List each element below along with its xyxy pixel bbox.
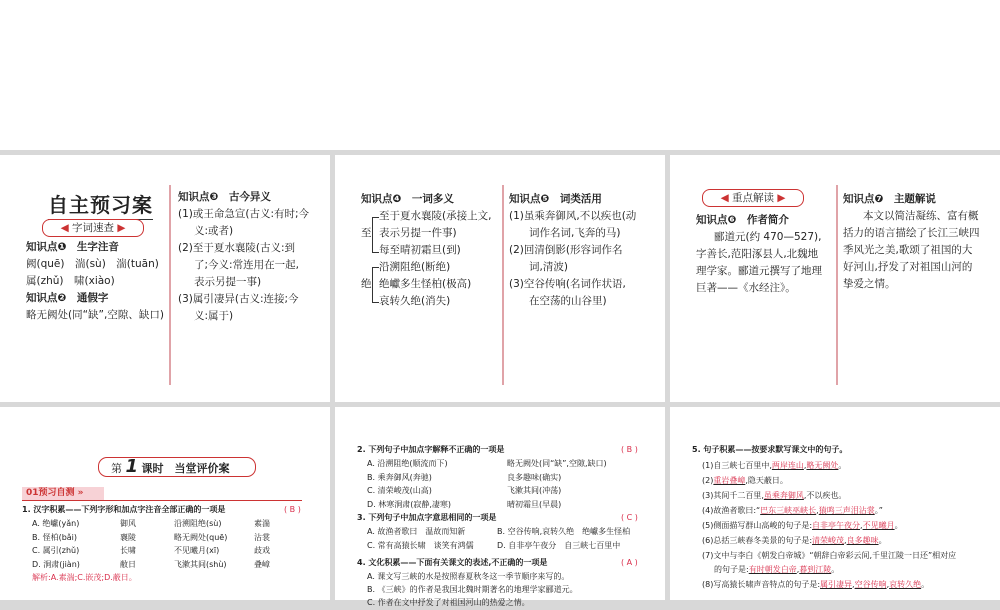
section-header	[22, 487, 104, 500]
option-cell: 良多趣味(确实)	[507, 472, 562, 482]
q4-option: A. 课文写三峡的水是按照春夏秋冬这一季节顺序来写的。	[367, 572, 570, 581]
kp1-line: 阙(quē) 湍(sù) 湍(tuān)	[26, 258, 159, 270]
option-cell: B. 空谷传响,哀转久绝 绝巘多生怪柏	[497, 527, 631, 536]
filled-answer: 属引凄异	[820, 580, 853, 589]
option-cell: 沾裳	[254, 532, 270, 542]
kp1-line: 属(zhǔ) 啸(xiào)	[26, 275, 115, 287]
filled-answer: 良多趣味	[846, 536, 879, 545]
filled-answer: 虽乘奔御风	[763, 491, 804, 500]
kp6-line: 巨著——《水经注》。	[696, 282, 796, 294]
option-cell: D. 自非亭午夜分 自三峡七百里中	[497, 540, 621, 550]
left-arrow-icon: ◀	[60, 222, 69, 234]
ribbon-label: 字词速查	[72, 222, 114, 234]
option-cell: C. 属引(zhǔ)	[32, 546, 80, 555]
option-cell: 叠嶂	[254, 559, 270, 569]
answer-1: ( B )	[284, 505, 301, 514]
kp5-line: 在空荡的山谷里)	[529, 295, 607, 307]
kp6-line: 字善长,范阳涿县人,北魏地	[696, 248, 819, 260]
kp5-line: (1)虽乘奔御风,不以疾也(动	[509, 210, 637, 222]
option-cell: 素湍	[254, 519, 270, 528]
filled-answer: 猿鸣三声泪沾裳	[818, 506, 875, 515]
kp3-line: 义:或者)	[194, 225, 234, 237]
q4-option: B. 《三峡》的作者是我国北魏时期著名的地理学家郦道元。	[367, 585, 578, 594]
fill-line: (8)写高猿长啸声音特点的句子是:属引凄异,空谷传响,哀转久绝。	[702, 580, 930, 589]
filled-answer: 有时朝发白帝	[748, 565, 797, 574]
option-cell: 歧戏	[254, 546, 270, 555]
filled-answer: 自非亭午夜分	[812, 521, 861, 530]
polysemy-item: 沿溯阻绝(断绝)	[379, 261, 451, 273]
kp4-title: 知识点❹ 一词多义	[361, 193, 454, 205]
polysemy-item: 绝巘多生怪柏(极高)	[379, 278, 472, 290]
kp6-line: 郦道元(约 470—527),	[714, 231, 822, 243]
option-cell: 御风	[120, 519, 136, 528]
option-row	[367, 471, 657, 485]
option-cell: A. 沿溯阻绝(顺流而下)	[367, 459, 448, 468]
kp2-title: 知识点❷ 通假字	[26, 292, 109, 304]
option-row	[367, 539, 657, 553]
kp6-line: 理学家。郦道元撰写了地理	[696, 265, 822, 277]
ribbon-label: 重点解读	[732, 192, 774, 204]
filled-answer: 巴东三峡巫峡长	[760, 506, 817, 515]
polysemy-item: 至于夏水襄陵(承接上文,	[379, 210, 492, 222]
kp5-line: 词作名词,飞奔的马)	[529, 227, 621, 239]
kp7-line: 季风光之美,歌颂了祖国的大	[843, 244, 973, 256]
options-table	[32, 517, 322, 571]
double-arrow-icon: »	[77, 488, 84, 498]
kp6-title: 知识点❻ 作者简介	[696, 214, 789, 226]
brace	[372, 217, 379, 253]
kp3-title: 知识点❸ 古今异义	[178, 191, 271, 203]
polysemy-item: 表示另提一件事)	[379, 227, 457, 239]
left-arrow-icon: ◀	[720, 192, 729, 204]
lesson-number: 1	[125, 456, 139, 477]
option-cell: 晴初霜旦(早晨)	[507, 499, 562, 509]
option-row	[32, 558, 322, 572]
divider	[169, 185, 171, 385]
option-row	[32, 531, 322, 545]
polysemy-char-zhi: 至	[361, 227, 372, 239]
option-cell: 长啸	[120, 546, 136, 555]
filled-answer: 清荣峻茂	[812, 536, 845, 545]
lesson-title: 课时 当堂评价案	[141, 462, 230, 475]
slide-panel-quiz-1	[0, 407, 330, 600]
option-cell: A. 绝巘(yǎn)	[32, 519, 80, 528]
option-row	[32, 544, 322, 558]
kp5-line: 词,清波)	[529, 261, 568, 273]
fill-line: (4)故渔者歌曰:“巴东三峡巫峡长,猿鸣三声泪沾裳。”	[702, 506, 883, 515]
brace	[372, 267, 379, 303]
kp7-line: 本文以简洁凝练、富有概	[863, 210, 979, 222]
q2-options	[367, 457, 657, 511]
kp3-line: (2)至于夏水襄陵(古义:到	[178, 242, 296, 254]
slide-panel-preview	[0, 155, 330, 402]
q3-options	[367, 525, 657, 552]
question-3: 3. 下列句子中加点字意思相同的一项是	[357, 513, 497, 522]
kp3-line: 义:属于)	[194, 310, 234, 322]
divider	[502, 185, 504, 385]
kp3-line: (3)属引凄异(古义:连接;今	[178, 293, 299, 305]
right-arrow-icon: ▶	[777, 192, 786, 204]
fill-line: (6)总括三峡春冬美景的句子是:清荣峻茂,良多趣味。	[702, 536, 887, 545]
slide-panel-quiz-3	[670, 407, 1000, 600]
kp7-line: 括力的语言描绘了长江三峡四	[843, 227, 980, 239]
analysis-note: 解析:A.素湍;C.嵌茂;D.蔽日。	[32, 573, 137, 582]
kp1-title: 知识点❶ 生字注音	[26, 241, 119, 253]
answer-2: ( B )	[621, 445, 638, 454]
option-cell: C. 常有高猿长啸 谈笑有鸿儒	[367, 540, 474, 550]
kp2-line: 略无阙处(同“缺”,空隙、缺口)	[26, 309, 164, 321]
option-cell: C. 清荣峻茂(山高)	[367, 486, 432, 495]
option-cell: 飞漱其间(shù)	[174, 559, 227, 569]
q4-option: C. 作者在文中抒发了对祖国河山的热爱之情。	[367, 598, 530, 607]
polysemy-item: 每至晴初霜旦(到)	[379, 244, 461, 256]
option-cell: B. 怪柏(bǎi)	[32, 532, 78, 542]
fill-line: (1)自三峡七百里中,两岸连山,略无阙处。	[702, 461, 847, 470]
filled-answer: 不见曦月	[862, 521, 895, 530]
option-cell: B. 乘奔御风(奔驰)	[367, 472, 432, 482]
option-cell: D. 涧肃(jiàn)	[32, 559, 80, 569]
section-rule	[22, 500, 302, 501]
answer-4: ( A )	[621, 558, 638, 567]
kp5-title: 知识点❺ 词类活用	[509, 193, 602, 205]
lesson-prefix: 第	[111, 462, 122, 475]
option-row	[367, 457, 657, 471]
question-5: 5. 句子积累——按要求默写课文中的句子。	[692, 445, 848, 454]
slide-panel-key-points	[670, 155, 1000, 402]
polysemy-item: 哀转久绝(消失)	[379, 295, 451, 307]
kp7-title: 知识点❼ 主题解说	[843, 193, 936, 205]
kp3-line: (1)或王命急宣(古义:有时;今	[178, 208, 310, 220]
answer-3: ( C )	[621, 513, 638, 522]
option-row	[367, 484, 657, 498]
option-row	[32, 517, 322, 531]
filled-answer: 两岸连山	[771, 461, 804, 470]
filled-answer: 暮到江陵	[799, 565, 832, 574]
section-label: 01预习自测	[26, 488, 75, 498]
fill-line: (2)重岩叠嶂,隐天蔽日。	[702, 476, 788, 485]
option-cell: A. 故渔者歌曰 温故而知新	[367, 527, 466, 536]
slide-panel-polysemy	[335, 155, 665, 402]
kp5-line: (3)空谷传响(名词作状语,	[509, 278, 626, 290]
kp5-line: (2)回清倒影(形容词作名	[509, 244, 623, 256]
option-cell: 沿溯阻绝(sù)	[174, 519, 222, 528]
divider	[836, 185, 838, 385]
question-4: 4. 文化积累——下面有关课文的表述,不正确的一项是	[357, 558, 548, 567]
top-blank-area	[0, 0, 1000, 150]
filled-answer: 空谷传响	[854, 580, 887, 589]
question-2: 2. 下列句子中加点字解释不正确的一项是	[357, 445, 505, 454]
kp7-line: 好河山,抒发了对祖国山河的	[843, 261, 973, 273]
option-cell: 略无阙处(同“缺”,空隙,缺口)	[507, 459, 607, 468]
option-cell: 飞漱其间(冲荡)	[507, 486, 562, 495]
question-1: 1. 汉字积累——下列字形和加点字注音全部正确的一项是	[22, 505, 226, 514]
filled-answer: 略无阙处	[806, 461, 839, 470]
lesson-banner	[98, 457, 256, 477]
section-ribbon	[702, 189, 804, 207]
option-cell: 敝日	[120, 559, 136, 569]
option-row	[367, 498, 657, 512]
option-row	[367, 525, 657, 539]
filled-answer: 重岩叠嶂	[713, 476, 746, 485]
option-cell: D. 林寒涧肃(寂静,凄寒)	[367, 499, 452, 509]
option-cell: 不见曦月(xī)	[174, 546, 220, 555]
polysemy-char-jue: 绝	[361, 278, 372, 290]
section-ribbon	[42, 219, 144, 237]
right-arrow-icon: ▶	[117, 222, 126, 234]
fill-line: (7)文中与李白《朝发白帝城》“朝辞白帝彩云间,千里江陵一日还”相对应	[702, 551, 957, 560]
option-cell: 襄陵	[120, 532, 136, 542]
kp7-line: 挚爱之情。	[843, 278, 896, 290]
fill-line: 的句子是:有时朝发白帝,暮到江陵。	[714, 565, 840, 574]
fill-line: (5)侧面描写群山高峻的句子是:自非亭午夜分,不见曦月。	[702, 521, 903, 530]
page-title: 自主预习案	[48, 189, 153, 220]
option-cell: 略无阙处(quē)	[174, 532, 228, 542]
kp3-line: 表示另提一事)	[194, 276, 262, 288]
slide-panel-quiz-2	[335, 407, 665, 607]
kp3-line: 了;今义:常连用在一起,	[194, 259, 299, 271]
fill-line: (3)其间千二百里,虽乘奔御风,不以疾也。	[702, 491, 847, 500]
filled-answer: 哀转久绝	[889, 580, 922, 589]
